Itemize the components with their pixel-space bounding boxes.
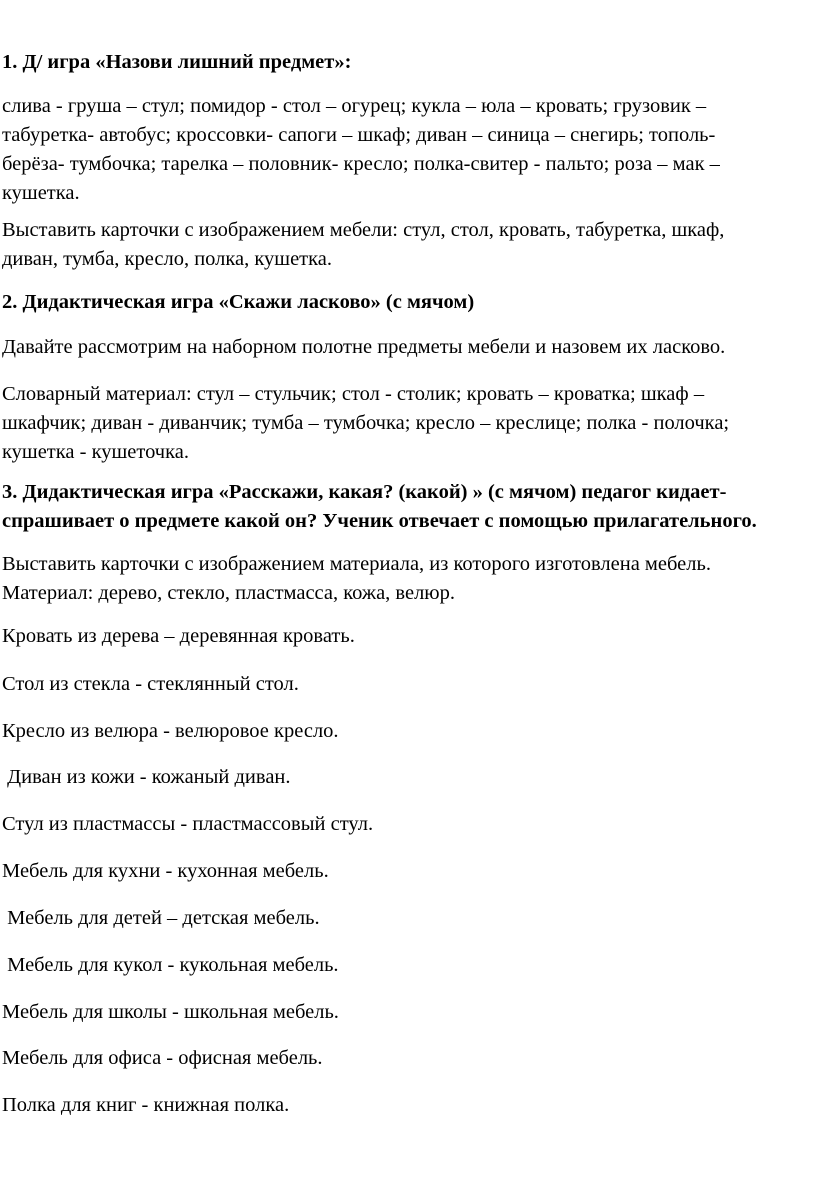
example-line [2,951,814,980]
example-text: Мебель для детей – детская мебель. [2,907,320,929]
example-text: Кровать из дерева – деревянная кровать. [2,625,355,647]
text-line: Материал: дерево, стекло, пластмасса, кожа, велюр. [2,582,456,604]
example-text: Диван из кожи - кожаный диван. [2,766,291,788]
example-line [2,810,814,839]
heading-line: спрашивает о предмете какой он? Ученик отвечает с помощью прилагательного. [2,510,757,532]
example-line [2,622,814,651]
example-line [2,1044,814,1073]
text-line: Давайте рассмотрим на наборном полотне предметы мебели и назовем их ласково. [2,336,726,358]
example-line [2,763,814,792]
text-line: диван, тумба, кресло, полка, кушетка. [2,248,333,270]
example-line [2,857,814,886]
section-2-heading [2,288,814,317]
heading-line: 2. Дидактическая игра «Скажи ласково» (с мячом) [2,291,475,313]
text-line: кушетка - кушеточка. [2,441,189,463]
heading-line: 1. Д/ игра «Назови лишний предмет»: [2,51,352,73]
text-line: слива - груша – стул; помидор - стол – огурец; кукла – юла – кровать; грузовик – [2,95,707,117]
example-text: Стол из стекла - стеклянный стол. [2,673,299,695]
section-1-words [2,92,814,208]
example-line [2,904,814,933]
section-1-instruction [2,216,814,274]
section-1-heading [2,48,814,77]
example-text: Кресло из велюра - велюровое кресло. [2,720,339,742]
example-line [2,670,814,699]
example-text: Полка для книг - книжная полка. [2,1094,290,1116]
text-line: шкафчик; диван - диванчик; тумба – тумбочка; кресло – креслице; полка - полочка; [2,412,730,434]
example-text: Стул из пластмассы - пластмассовый стул. [2,813,374,835]
example-line [2,998,814,1027]
example-line [2,1091,814,1120]
example-text: Мебель для кукол - кукольная мебель. [2,954,339,976]
text-line: Выставить карточки с изображением материала, из которого изготовлена мебель. [2,553,711,575]
section-2-intro [2,333,814,362]
text-line: табуретка- автобус; кроссовки- сапоги – шкаф; диван – синица – снегирь; тополь- [2,124,716,146]
example-text: Мебель для офиса - офисная мебель. [2,1047,323,1069]
example-text: Мебель для школы - школьная мебель. [2,1001,339,1023]
section-3-heading [2,478,814,536]
text-line: Выставить карточки с изображением мебели: стул, стол, кровать, табуретка, шкаф, [2,219,725,241]
heading-line: 3. Дидактическая игра «Расскажи, какая? (какой) » (с мячом) педагог кидает- [2,481,727,503]
text-line: кушетка. [2,182,80,204]
example-text: Мебель для кухни - кухонная мебель. [2,860,329,882]
text-line: берёза- тумбочка; тарелка – половник- кресло; полка-свитер - пальто; роза – мак – [2,153,720,175]
section-2-vocabulary [2,380,814,467]
example-line [2,717,814,746]
text-line: Словарный материал: стул – стульчик; стол - столик; кровать – кроватка; шкаф – [2,383,705,405]
section-3-instruction [2,550,814,608]
